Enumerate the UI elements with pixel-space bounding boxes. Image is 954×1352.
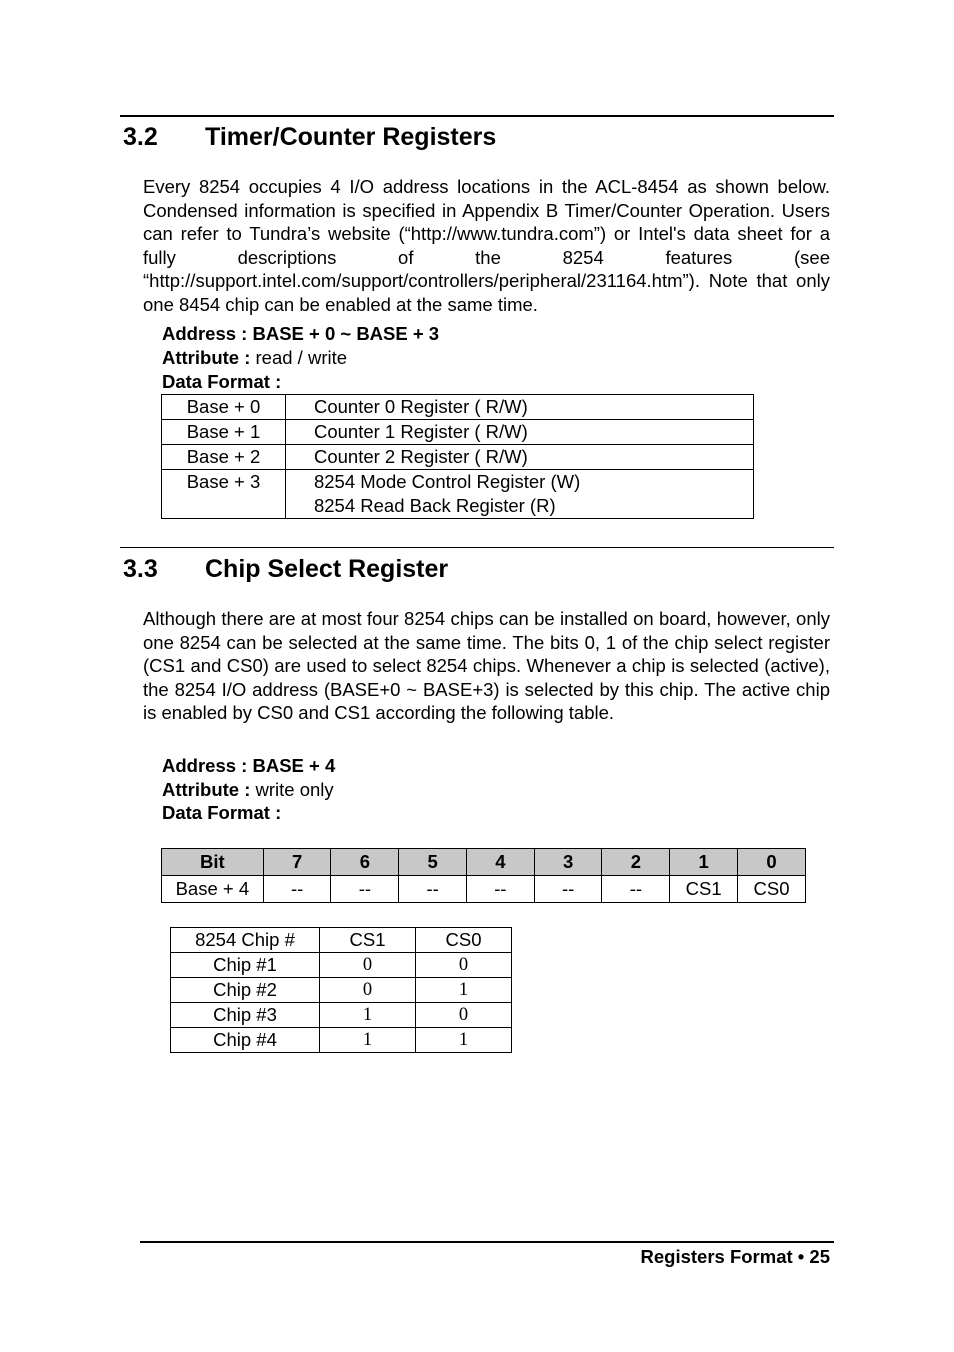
address-line: Address : BASE + 4 <box>162 755 336 776</box>
chip-bit-cell: 1 <box>416 1028 512 1053</box>
register-row <box>162 395 754 420</box>
bit-header-cell: 7 <box>263 849 331 876</box>
chip-bit-cell: 0 <box>320 953 416 978</box>
register-description-line: 8254 Mode Control Register (W) <box>313 471 581 492</box>
chip-bit-cell: 0 <box>416 1003 512 1028</box>
footer-rule <box>140 1241 834 1243</box>
register-description <box>285 470 753 519</box>
register-row <box>162 445 754 470</box>
register-description-line: Counter 1 Register ( R/W) <box>313 421 528 442</box>
chip-bit-cell: 1 <box>416 978 512 1003</box>
register-description <box>285 420 753 445</box>
chip-row <box>171 1028 512 1053</box>
section-divider-middle <box>120 547 834 548</box>
bit-value-cell: -- <box>466 876 534 903</box>
paragraph-timer-counter: Every 8254 occupies 4 I/O address locations in the ACL-8454 as shown below. Condensed information is specified in Appendix B Timer/Counter Operation. Users can refer to Tundra’s website (“http://www.tundra.com”) or Intel's data sheet for a fully descriptions of the 8254 features (see “http://support.intel.com/support/controllers/peripheral/231164.htm”). Note that only one 8454 chip can be enabled at the same time. <box>143 176 830 315</box>
chip-bit-cell: 1 <box>320 1003 416 1028</box>
bit-header-cell: 2 <box>602 849 670 876</box>
chip-name-cell: Chip #3 <box>171 1003 320 1028</box>
chip-header-cell: 8254 Chip # <box>171 928 320 953</box>
register-description <box>285 395 753 420</box>
register-address: Base + 0 <box>162 395 286 420</box>
section-title: Timer/Counter Registers <box>205 123 497 151</box>
register-address: Base + 1 <box>162 420 286 445</box>
register-description-line: Counter 0 Register ( R/W) <box>313 396 528 417</box>
bit-value-cell: -- <box>399 876 467 903</box>
bit-value-cell: CS1 <box>670 876 738 903</box>
register-address: Base + 3 <box>162 470 286 519</box>
register-description-line: 8254 Read Back Register (R) <box>313 495 556 516</box>
bit-value-row <box>162 876 806 903</box>
bit-value-cell: -- <box>263 876 331 903</box>
data-format-line: Data Format : <box>162 371 282 392</box>
chip-row <box>171 953 512 978</box>
chip-name-cell: Chip #4 <box>171 1028 320 1053</box>
bit-header-cell: 1 <box>670 849 738 876</box>
bit-value-cell: -- <box>331 876 399 903</box>
section-number: 3.2 <box>123 123 158 151</box>
bit-header-cell: 0 <box>738 849 806 876</box>
chip-name-cell: Chip #2 <box>171 978 320 1003</box>
chip-bit-cell: 0 <box>320 978 416 1003</box>
bit-header-cell: Bit <box>162 849 264 876</box>
register-table <box>161 394 754 519</box>
bit-header-row <box>162 849 806 876</box>
bit-table <box>161 848 806 903</box>
chip-select-table <box>170 927 512 1053</box>
chip-name-cell: Chip #1 <box>171 953 320 978</box>
register-address: Base + 2 <box>162 445 286 470</box>
chip-header-cell: CS0 <box>416 928 512 953</box>
bit-value-cell: CS0 <box>738 876 806 903</box>
chip-row <box>171 1003 512 1028</box>
bit-header-cell: 6 <box>331 849 399 876</box>
attribute-line: Attribute : read / write <box>162 347 348 368</box>
chip-header-row <box>171 928 512 953</box>
section-divider-top <box>120 115 834 117</box>
register-row <box>162 470 754 519</box>
page-footer: Registers Format • 25 <box>640 1246 830 1267</box>
paragraph-chip-select: Although there are at most four 8254 chips can be installed on board, however, only one 8254 can be selected at the same time. The bits 0, 1 of the chip select register (CS1 and CS0) are used to select 8254 chips. Whenever a chip is selected (active), the 8254 I/O address (BASE+0 ~ BASE+3) is selected by this chip. The active chip is enabled by CS0 and CS1 according the following table. <box>143 608 830 724</box>
address-line: Address : BASE + 0 ~ BASE + 3 <box>162 323 440 344</box>
chip-header-cell: CS1 <box>320 928 416 953</box>
chip-bit-cell: 0 <box>416 953 512 978</box>
register-row <box>162 420 754 445</box>
bit-header-cell: 5 <box>399 849 467 876</box>
bit-header-cell: 4 <box>466 849 534 876</box>
bit-value-cell: Base + 4 <box>162 876 264 903</box>
data-format-line: Data Format : <box>162 802 282 823</box>
register-description-line: Counter 2 Register ( R/W) <box>313 446 528 467</box>
bit-header-cell: 3 <box>534 849 602 876</box>
bit-value-cell: -- <box>602 876 670 903</box>
attribute-line: Attribute : write only <box>162 779 334 800</box>
register-description <box>285 445 753 470</box>
section-title: Chip Select Register <box>205 555 449 583</box>
bit-value-cell: -- <box>534 876 602 903</box>
section-number: 3.3 <box>123 555 158 583</box>
chip-row <box>171 978 512 1003</box>
chip-bit-cell: 1 <box>320 1028 416 1053</box>
